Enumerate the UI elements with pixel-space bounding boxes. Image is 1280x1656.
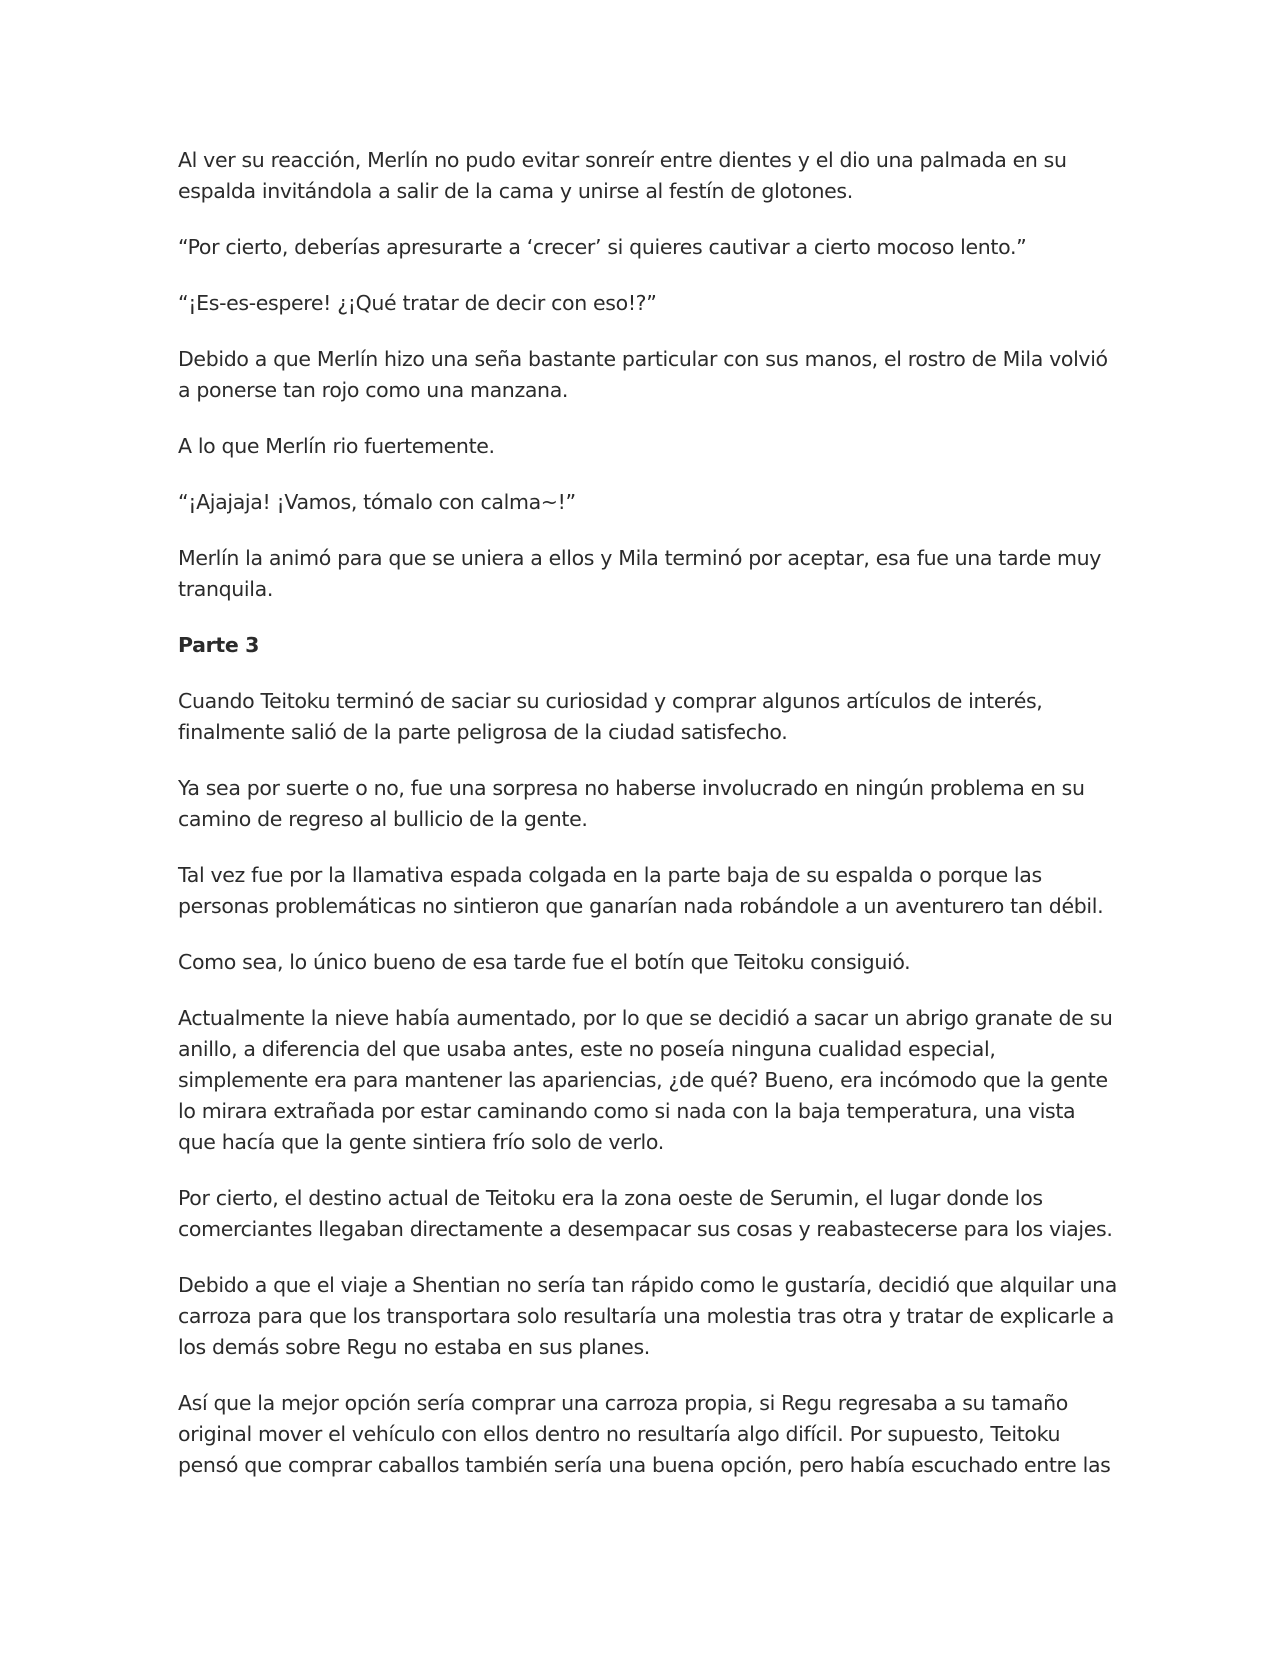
paragraph: Actualmente la nieve había aumentado, por lo que se decidió a sacar un abrigo granate de su anillo, a diferencia del que usaba antes, este no poseía ninguna cualidad especial, simplemente era para mantener las apariencias, ¿de qué? Bueno, era incómodo que la gente lo mirara extrañada por estar caminando como si nada con la baja temperatura, una vista que hacía que la gente sintiera frío solo de verlo. — [178, 1006, 1113, 1154]
paragraph: Así que la mejor opción sería comprar una carroza propia, si Regu regresaba a su tamaño original mover el vehículo con ellos dentro no resultaría algo difícil. Por supuesto, Teitoku pensó que comprar caballos también sería una buena opción, pero había escuchado entre las — [178, 1391, 1111, 1477]
paragraph: “Por cierto, deberías apresurarte a ‘crecer’ si quieres cautivar a cierto mocoso lento.” — [178, 235, 1027, 259]
paragraph: “¡Ajajaja! ¡Vamos, tómalo con calma~!” — [178, 490, 576, 514]
section-heading: Parte 3 — [178, 633, 260, 657]
paragraph: “¡Es-es-espere! ¿¡Qué tratar de decir con eso!?” — [178, 291, 657, 315]
paragraph: A lo que Merlín rio fuertemente. — [178, 434, 495, 458]
paragraph: Debido a que el viaje a Shentian no sería tan rápido como le gustaría, decidió que alquilar una carroza para que los transportara solo resultaría una molestia tras otra y tratar de explicarle a los demás sobre Regu no estaba en sus planes. — [178, 1273, 1117, 1359]
paragraph: Al ver su reacción, Merlín no pudo evitar sonreír entre dientes y el dio una palmada en su espalda invitándola a salir de la cama y unirse al festín de glotones. — [178, 148, 1067, 203]
paragraph: Tal vez fue por la llamativa espada colgada en la parte baja de su espalda o porque las personas problemáticas no sintieron que ganarían nada robándole a un aventurero tan débil. — [178, 863, 1104, 918]
paragraph: Como sea, lo único bueno de esa tarde fue el botín que Teitoku consiguió. — [178, 950, 911, 974]
paragraph: Cuando Teitoku terminó de saciar su curiosidad y comprar algunos artículos de interés, finalmente salió de la parte peligrosa de la ciudad satisfecho. — [178, 689, 1043, 744]
paragraph: Debido a que Merlín hizo una seña bastante particular con sus manos, el rostro de Mila volvió a ponerse tan rojo como una manzana. — [178, 347, 1108, 402]
document-body — [178, 145, 1118, 1506]
paragraph: Merlín la animó para que se uniera a ellos y Mila terminó por aceptar, esa fue una tarde muy tranquila. — [178, 546, 1102, 601]
paragraph: Por cierto, el destino actual de Teitoku era la zona oeste de Serumin, el lugar donde los comerciantes llegaban directamente a desempacar sus cosas y reabastecerse para los viajes. — [178, 1186, 1113, 1241]
paragraph: Ya sea por suerte o no, fue una sorpresa no haberse involucrado en ningún problema en su camino de regreso al bullicio de la gente. — [178, 776, 1085, 831]
